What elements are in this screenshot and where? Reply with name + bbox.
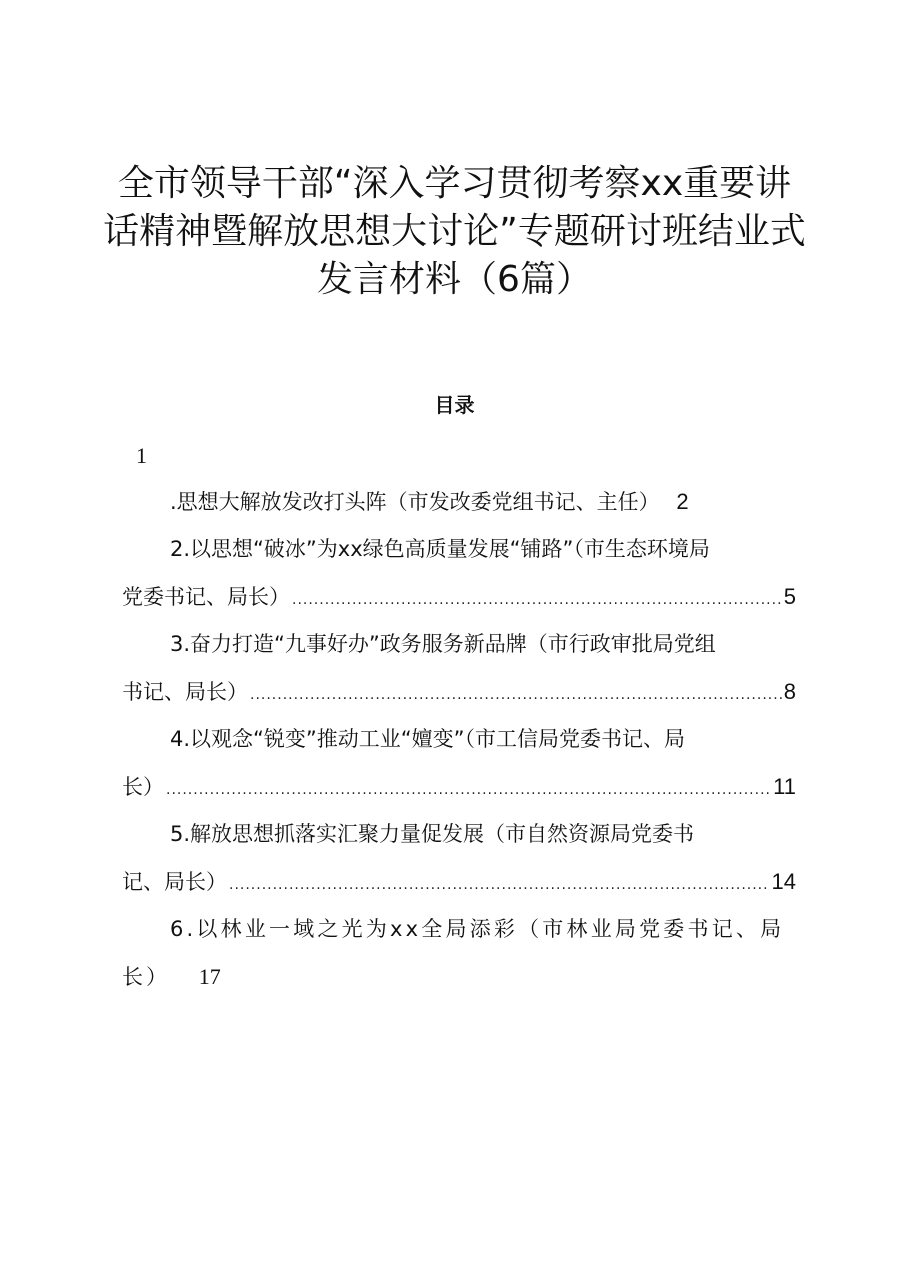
toc-entry-line: 3.奋力打造“九事好办”政务服务新品牌（市行政审批局党组	[170, 632, 716, 656]
dot-leader	[250, 672, 782, 719]
toc-entry-leader-line	[122, 858, 796, 905]
toc-stray-number: 1	[136, 443, 147, 468]
toc-entry-2[interactable]	[122, 526, 796, 620]
toc-entry-leader-line	[122, 668, 796, 715]
toc-entry-leader-line	[122, 763, 796, 810]
toc-heading: 目录	[434, 393, 475, 417]
toc-entry-page: 5	[783, 584, 796, 609]
toc-entry-text: .思想大解放发改打头阵（市发改委党组书记、主任）	[170, 490, 660, 514]
toc-entry-text: 党委书记、局长）	[122, 585, 290, 609]
toc-entry-text: 长）	[122, 775, 164, 799]
toc-entry-1[interactable]	[122, 478, 796, 525]
toc-entry-line: 6.以林业一域之光为xx全局添彩（市林业局党委书记、局	[170, 917, 785, 941]
toc-entry-leader-line	[122, 953, 796, 1000]
toc-entry-4[interactable]	[122, 716, 796, 810]
toc-entry-text: 记、局长）	[122, 870, 227, 894]
dot-leader	[166, 767, 771, 814]
toc-entry-text: 书记、局长）	[122, 680, 248, 704]
toc-entry-line: 2.以思想“破冰”为xx绿色高质量发展“铺路”（市生态环境局	[170, 537, 710, 561]
dot-leader	[229, 862, 770, 909]
toc-entry-line: 4.以观念“锐变”推动工业“嬗变”（市工信局党委书记、局	[170, 727, 686, 751]
toc-entry-page: 2	[676, 489, 689, 514]
title-line-2: 话精神暨解放思想大讨论”专题研讨班结业式	[103, 211, 806, 252]
toc-entry-3[interactable]	[122, 621, 796, 715]
toc-entry-text: 长）	[122, 965, 170, 989]
title-line-1: 全市领导干部“深入学习贯彻考察xx重要讲	[117, 163, 792, 204]
toc-entry-page: 17	[198, 964, 221, 989]
toc-entry-leader-line	[122, 573, 796, 620]
title-line-3: 发言材料（6篇）	[317, 259, 592, 300]
toc-entry-line: 5.解放思想抓落实汇聚力量促发展（市自然资源局党委书	[170, 822, 695, 846]
toc-entry-page: 14	[771, 869, 796, 894]
toc-entry-6[interactable]	[122, 906, 796, 1000]
toc-entry-5[interactable]	[122, 811, 796, 905]
dot-leader	[292, 577, 782, 624]
toc-entry-page: 8	[783, 679, 796, 704]
document-title	[100, 160, 809, 304]
toc-entry-line	[122, 478, 796, 525]
toc-entry-page: 11	[773, 774, 796, 799]
